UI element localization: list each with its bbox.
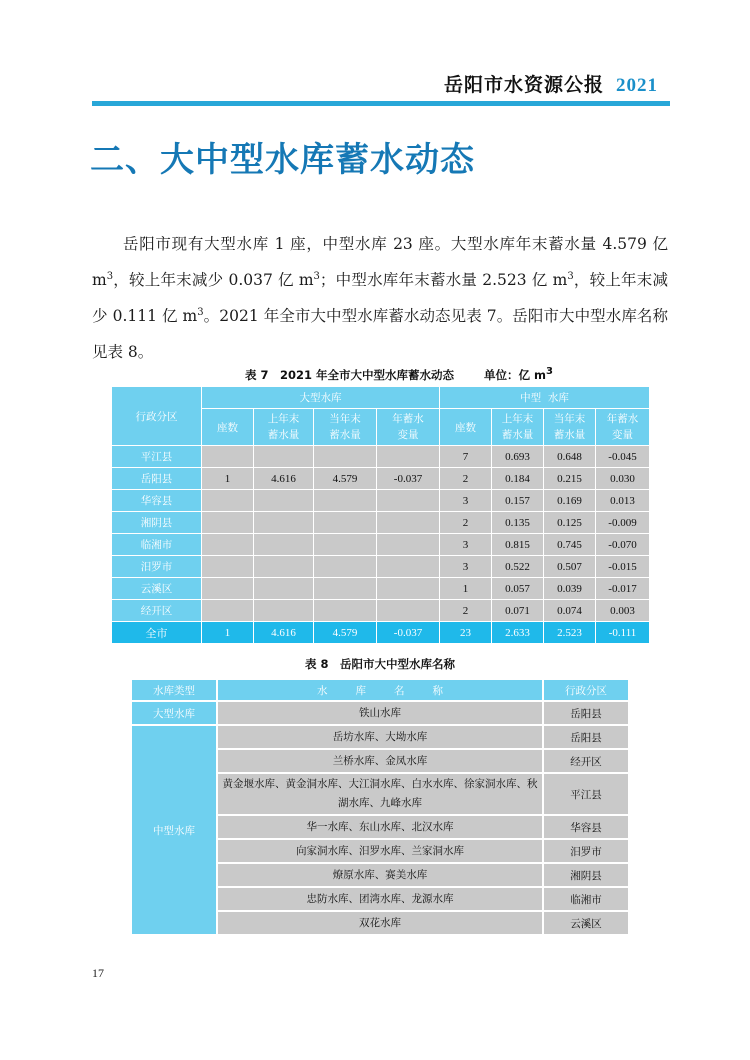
row-region: 岳阳县 xyxy=(112,468,202,490)
header-text: 当年末 xyxy=(553,413,586,425)
cell-l-count xyxy=(202,600,254,622)
medium-reservoir-region: 平江县 xyxy=(543,773,629,815)
cell-l-count xyxy=(202,446,254,468)
medium-reservoir-region: 岳阳县 xyxy=(543,725,629,749)
header-large-prev xyxy=(254,409,314,446)
cell-l-count xyxy=(202,556,254,578)
total-l-prev: 4.616 xyxy=(254,622,314,644)
type-large: 大型水库 xyxy=(131,701,217,725)
paragraph-text-4: ，较上年末减少 0.111 亿 m xyxy=(92,270,668,325)
total-m-count: 23 xyxy=(440,622,492,644)
cell-m-curr: 0.125 xyxy=(544,512,596,534)
page-number: 17 xyxy=(92,966,104,980)
cell-m-count: 3 xyxy=(440,490,492,512)
cell-l-chg xyxy=(377,446,440,468)
cell-m-prev: 0.157 xyxy=(492,490,544,512)
header-large-change xyxy=(377,409,440,446)
row-region: 汨罗市 xyxy=(112,556,202,578)
cell-l-prev xyxy=(254,446,314,468)
table-row xyxy=(112,446,650,468)
cell-m-chg: 0.003 xyxy=(596,600,650,622)
cell-m-chg: 0.030 xyxy=(596,468,650,490)
cell-l-curr xyxy=(314,556,377,578)
cell-m-prev: 0.071 xyxy=(492,600,544,622)
type-medium: 中型水库 xyxy=(131,725,217,935)
row-region: 湘阴县 xyxy=(112,512,202,534)
header-text: 年蓄水 xyxy=(606,413,639,425)
cell-m-chg: -0.070 xyxy=(596,534,650,556)
report-title: 岳阳市水资源公报 xyxy=(443,74,604,96)
cell-m-chg: 0.013 xyxy=(596,490,650,512)
large-reservoir-region: 岳阳县 xyxy=(543,701,629,725)
cell-m-prev: 0.815 xyxy=(492,534,544,556)
cell-m-chg: -0.017 xyxy=(596,578,650,600)
cell-l-count: 1 xyxy=(202,468,254,490)
cell-l-prev: 4.616 xyxy=(254,468,314,490)
header-medium-reservoir: 中型 水库 xyxy=(440,387,650,409)
header-text: 蓄水量 xyxy=(267,429,300,441)
header-text: 变量 xyxy=(397,429,419,441)
row-region: 华容县 xyxy=(112,490,202,512)
report-header xyxy=(444,70,658,97)
total-l-chg: -0.037 xyxy=(377,622,440,644)
cell-l-count xyxy=(202,578,254,600)
header-text: 上年末 xyxy=(501,413,534,425)
cell-m-count: 2 xyxy=(440,468,492,490)
cell-m-curr: 0.507 xyxy=(544,556,596,578)
reservoir-storage-table xyxy=(111,386,650,644)
cell-l-curr xyxy=(314,446,377,468)
total-m-curr: 2.523 xyxy=(544,622,596,644)
table7-unit xyxy=(484,368,553,382)
cell-m-count: 7 xyxy=(440,446,492,468)
report-year: 2021 xyxy=(616,75,658,96)
cell-m-curr: 0.169 xyxy=(544,490,596,512)
cell-l-curr xyxy=(314,534,377,556)
row-region: 临湘市 xyxy=(112,534,202,556)
header-text: 当年末 xyxy=(329,413,361,425)
medium-reservoir-names: 兰桥水库、金凤水库 xyxy=(217,749,543,773)
header-divider xyxy=(92,101,670,106)
superscript: 3 xyxy=(197,306,204,318)
table-row xyxy=(112,556,650,578)
cell-l-curr xyxy=(314,490,377,512)
cell-l-chg xyxy=(377,512,440,534)
superscript: 3 xyxy=(106,270,114,282)
paragraph-text-1: 岳阳市现有大型水库 1 座，中型水库 23 座。大型水库年末蓄水量 4.579 亿 m xyxy=(92,234,668,289)
cell-m-prev: 0.693 xyxy=(492,446,544,468)
table8-caption: 表 8 岳阳市大中型水库名称 xyxy=(305,657,456,671)
cell-l-count xyxy=(202,490,254,512)
table-row xyxy=(112,468,650,490)
header-type: 水库类型 xyxy=(131,679,217,701)
cell-l-chg: -0.037 xyxy=(377,468,440,490)
cell-m-prev: 0.184 xyxy=(492,468,544,490)
total-m-prev: 2.633 xyxy=(492,622,544,644)
table-row xyxy=(112,512,650,534)
total-row xyxy=(112,622,650,644)
total-m-chg: -0.111 xyxy=(596,622,650,644)
table-row xyxy=(112,578,650,600)
header-large-count: 座数 xyxy=(202,409,254,446)
paragraph-text-2: ，较上年末减少 0.037 亿 m xyxy=(113,270,314,289)
cell-m-count: 2 xyxy=(440,600,492,622)
header-medium-count: 座数 xyxy=(440,409,492,446)
header-text: 蓄水量 xyxy=(501,429,534,441)
table7-unit-sup: 3 xyxy=(546,366,553,378)
cell-m-count: 2 xyxy=(440,512,492,534)
cell-m-count: 3 xyxy=(440,556,492,578)
cell-l-curr xyxy=(314,600,377,622)
large-reservoir-names: 铁山水库 xyxy=(217,701,543,725)
cell-m-chg: -0.045 xyxy=(596,446,650,468)
cell-l-chg xyxy=(377,578,440,600)
header-char: 名 xyxy=(394,684,405,697)
total-l-count: 1 xyxy=(202,622,254,644)
header-medium-prev xyxy=(492,409,544,446)
cell-l-prev xyxy=(254,534,314,556)
medium-reservoir-region: 临湘市 xyxy=(543,887,629,911)
cell-m-prev: 0.522 xyxy=(492,556,544,578)
table-row xyxy=(112,490,650,512)
cell-l-prev xyxy=(254,600,314,622)
table-row xyxy=(112,600,650,622)
table7-unit-text: 单位：亿 m xyxy=(484,368,547,382)
cell-l-curr xyxy=(314,512,377,534)
medium-reservoir-names: 黄金堰水库、黄金洞水库、大江洞水库、白水水库、徐家洞水库、秋湖水库、九峰水库 xyxy=(217,773,543,815)
header-text: 上年末 xyxy=(267,413,300,425)
header-char: 库 xyxy=(355,684,366,697)
cell-l-curr xyxy=(314,578,377,600)
row-region: 云溪区 xyxy=(112,578,202,600)
cell-m-count: 1 xyxy=(440,578,492,600)
cell-m-curr: 0.745 xyxy=(544,534,596,556)
table7-title: 表 7 2021 年全市大中型水库蓄水动态 xyxy=(245,368,455,382)
cell-m-chg: -0.009 xyxy=(596,512,650,534)
cell-l-prev xyxy=(254,512,314,534)
paragraph-text-5: 。2021 年全市大中型水库蓄水动态见表 7。岳阳市大中型水库名称见表 8。 xyxy=(92,306,668,361)
section-title: 二、大中型水库蓄水动态 xyxy=(90,140,475,180)
header-text: 变量 xyxy=(612,429,633,441)
header-text: 年蓄水 xyxy=(392,413,424,425)
medium-reservoir-names: 燎原水库、赛美水库 xyxy=(217,863,543,887)
row-region: 经开区 xyxy=(112,600,202,622)
cell-m-count: 3 xyxy=(440,534,492,556)
cell-m-curr: 0.215 xyxy=(544,468,596,490)
cell-l-count xyxy=(202,512,254,534)
header-names xyxy=(217,679,543,701)
cell-l-curr: 4.579 xyxy=(314,468,377,490)
header-region: 行政分区 xyxy=(543,679,629,701)
cell-l-chg xyxy=(377,600,440,622)
header-char: 称 xyxy=(432,684,443,697)
cell-m-curr: 0.039 xyxy=(544,578,596,600)
cell-m-curr: 0.074 xyxy=(544,600,596,622)
header-text: 蓄水量 xyxy=(329,429,361,441)
table-row xyxy=(131,725,629,749)
row-region: 平江县 xyxy=(112,446,202,468)
header-medium-curr xyxy=(544,409,596,446)
paragraph-text-3: ；中型水库年末蓄水量 2.523 亿 m xyxy=(319,270,568,289)
medium-reservoir-region: 湘阴县 xyxy=(543,863,629,887)
medium-reservoir-names: 忠防水库、团湾水库、龙源水库 xyxy=(217,887,543,911)
cell-l-prev xyxy=(254,578,314,600)
header-char: 水 xyxy=(317,684,328,697)
total-l-curr: 4.579 xyxy=(314,622,377,644)
cell-l-prev xyxy=(254,490,314,512)
medium-reservoir-names: 向家洞水库、汨罗水库、兰家洞水库 xyxy=(217,839,543,863)
medium-reservoir-names: 岳坊水库、大坳水库 xyxy=(217,725,543,749)
superscript: 3 xyxy=(567,270,574,282)
table7-caption xyxy=(245,367,553,383)
cell-l-prev xyxy=(254,556,314,578)
cell-m-chg: -0.015 xyxy=(596,556,650,578)
header-medium-change xyxy=(596,409,650,446)
cell-l-chg xyxy=(377,490,440,512)
reservoir-names-table xyxy=(130,678,630,936)
superscript: 3 xyxy=(313,270,320,282)
cell-l-chg xyxy=(377,556,440,578)
cell-l-count xyxy=(202,534,254,556)
header-large-reservoir: 大型水库 xyxy=(202,387,440,409)
medium-reservoir-names: 华一水库、东山水库、北汉水库 xyxy=(217,815,543,839)
cell-m-prev: 0.135 xyxy=(492,512,544,534)
cell-m-curr: 0.648 xyxy=(544,446,596,468)
medium-reservoir-region: 云溪区 xyxy=(543,911,629,935)
header-text: 蓄水量 xyxy=(553,429,586,441)
medium-reservoir-region: 华容县 xyxy=(543,815,629,839)
total-region: 全市 xyxy=(112,622,202,644)
intro-paragraph xyxy=(92,226,668,370)
header-large-curr xyxy=(314,409,377,446)
header-region: 行政分区 xyxy=(112,387,202,446)
medium-reservoir-region: 汨罗市 xyxy=(543,839,629,863)
table-row xyxy=(112,534,650,556)
cell-l-chg xyxy=(377,534,440,556)
cell-m-prev: 0.057 xyxy=(492,578,544,600)
medium-reservoir-names: 双花水库 xyxy=(217,911,543,935)
medium-reservoir-region: 经开区 xyxy=(543,749,629,773)
